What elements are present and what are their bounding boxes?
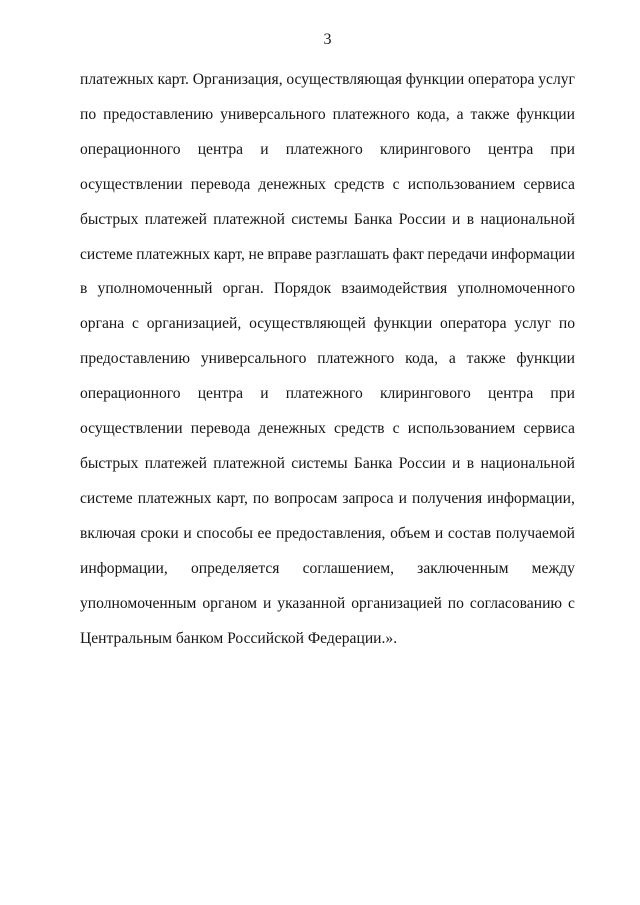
text-line: быстрых платежей платежной системы Банка России и в национальной [80, 210, 575, 228]
text-line: уполномоченным органом и указанной организацией по согласованию с [80, 594, 575, 612]
text-line: включая сроки и способы ее предоставления, объем и состав получаемой [80, 524, 575, 542]
text-line: Центральным банком Российской Федерации.». [80, 629, 398, 647]
text-line: платежных карт. Организация, осуществляющая функции оператора услуг [80, 71, 575, 88]
text-line: быстрых платежей платежной системы Банка России и в национальной [80, 454, 575, 472]
text-line: системе платежных карт, не вправе разглашать факт передачи информации [80, 245, 575, 263]
text-line: в уполномоченный орган. Порядок взаимодействия уполномоченного [80, 280, 575, 298]
text-line: системе платежных карт, по вопросам запроса и получения информации, [80, 489, 575, 507]
text-line: информации, определяется соглашением, заключенным между [80, 559, 575, 577]
text-line: органа с организацией, осуществляющей функции оператора услуг по [80, 315, 575, 333]
text-line: осуществлении перевода денежных средств с использованием сервиса [80, 420, 575, 438]
text-line: по предоставлению универсального платежного кода, а также функции [80, 105, 575, 123]
text-line: операционного центра и платежного клирингового центра при [80, 140, 575, 158]
text-line: операционного центра и платежного клирингового центра при [80, 385, 575, 403]
page-number: 3 [323, 31, 332, 48]
text-line: осуществлении перевода денежных средств с использованием сервиса [80, 175, 575, 193]
paragraph [80, 63, 575, 656]
text-line: предоставлению универсального платежного кода, а также функции [80, 350, 575, 368]
